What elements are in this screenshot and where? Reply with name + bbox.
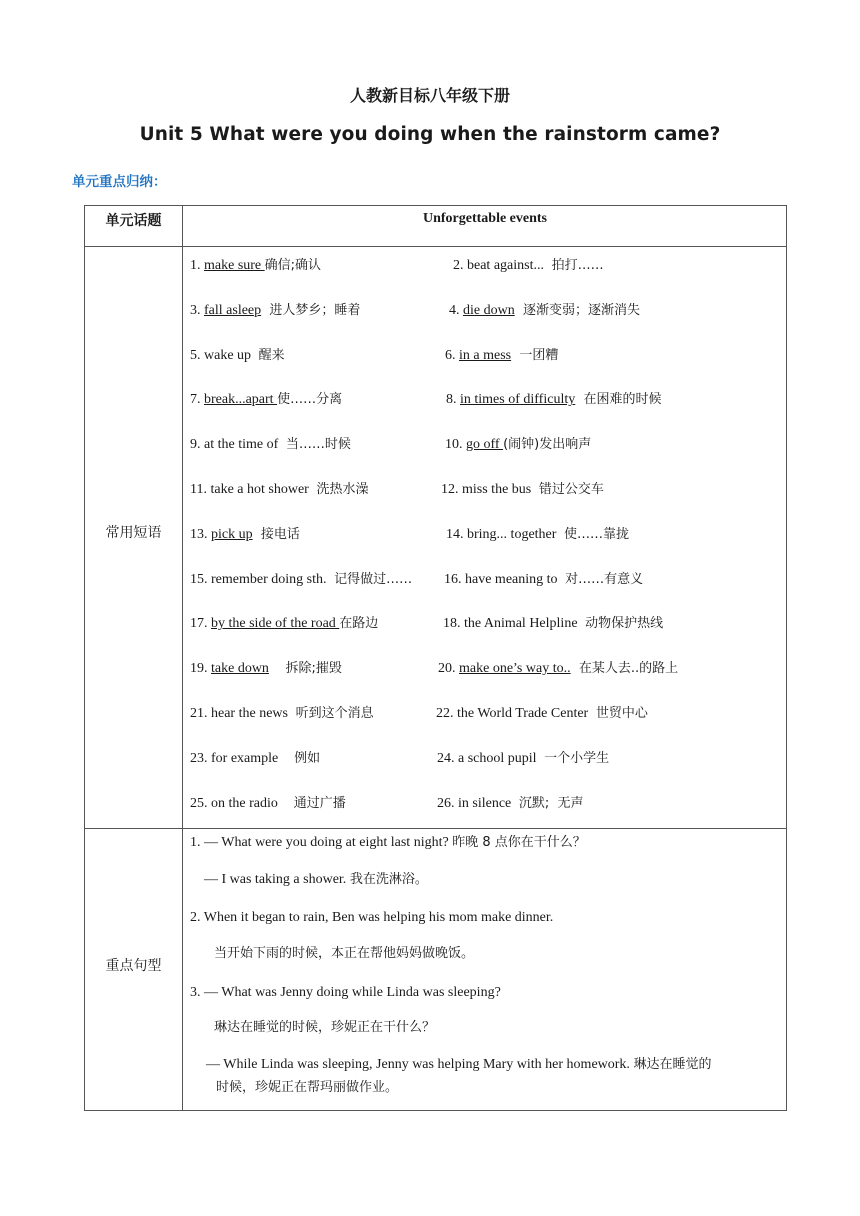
phrase-chinese: 使……分离 <box>277 392 343 408</box>
phrase-english: on the radio <box>211 795 282 811</box>
phrase-item <box>190 705 374 723</box>
phrase-number: 15. <box>190 571 211 587</box>
phrase-number: 26. <box>437 795 458 811</box>
phrase-chinese: 通过广播 <box>281 795 346 811</box>
phrase-chinese: 在路边 <box>339 616 379 632</box>
sentence-line <box>214 945 474 963</box>
phrase-number: 7. <box>190 392 204 408</box>
summary-table <box>84 205 787 1111</box>
phrase-english: bring... together <box>467 526 560 542</box>
phrase-english: make sure <box>204 258 265 273</box>
phrase-number: 9. <box>190 437 204 453</box>
header-topic: Unforgettable events <box>422 211 548 226</box>
phrase-item <box>190 347 285 365</box>
phrase-item <box>437 750 609 768</box>
phrase-english: break...apart <box>204 392 278 408</box>
phrase-number: 13. <box>190 526 211 542</box>
phrase-number: 18. <box>443 616 464 632</box>
phrases-label: 常用短语 <box>105 525 162 541</box>
phrase-item <box>449 302 640 320</box>
phrase-english: take down <box>211 661 269 677</box>
sentence-chinese: 琳达在睡觉的时候，珍妮正在干什么？ <box>214 1020 436 1035</box>
phrase-item <box>446 526 629 544</box>
table-row-divider <box>84 246 787 247</box>
phrase-english: pick up <box>211 526 253 542</box>
phrase-number: 4. <box>449 302 463 318</box>
document-title: 人教新目标八年级下册 <box>349 86 510 105</box>
phrase-chinese: 例如 <box>281 750 321 766</box>
phrase-chinese: 醒来 <box>254 347 285 363</box>
sentence-line <box>190 909 553 927</box>
phrase-chinese: 一个小学生 <box>540 750 610 766</box>
phrase-item <box>190 571 412 589</box>
table-row-divider <box>84 828 787 829</box>
phrase-item <box>190 750 320 768</box>
sentence-english: 3. — What was Jenny doing while Linda was sleeping? <box>190 985 501 1000</box>
phrase-english: in silence <box>458 795 515 811</box>
phrase-number: 2. <box>453 258 467 273</box>
sentence-chinese: 时候，珍妮正在帮玛丽做作业。 <box>216 1080 399 1095</box>
phrase-english: the World Trade Center <box>457 706 592 721</box>
phrase-number: 12. <box>441 482 462 497</box>
phrase-chinese: 接电话 <box>252 526 300 542</box>
phrase-chinese: 确信;确认 <box>264 258 322 273</box>
phrase-number: 11. <box>190 482 211 497</box>
phrase-number: 21. <box>190 706 211 721</box>
phrase-english: the Animal Helpline <box>464 616 582 632</box>
table-column-divider <box>182 205 183 1111</box>
phrase-item <box>445 347 558 365</box>
phrase-number: 8. <box>446 392 460 408</box>
phrase-english: miss the bus <box>462 482 535 497</box>
phrase-english: wake up <box>204 347 255 363</box>
phrase-chinese: 沉默; 无声 <box>514 795 584 811</box>
phrase-number: 10. <box>445 437 466 453</box>
sentence-chinese: 琳达在睡觉的 <box>633 1057 712 1072</box>
phrase-number: 16. <box>444 571 465 587</box>
phrase-english: beat against... <box>467 258 548 273</box>
sentence-line <box>206 1056 711 1074</box>
phrase-english: hear the news <box>211 706 292 721</box>
phrase-chinese: (闹钟)发出响声 <box>503 437 592 453</box>
phrase-number: 20. <box>438 661 459 677</box>
phrase-item <box>436 705 648 723</box>
sentence-chinese: 当开始下雨的时候，本正在帮他妈妈做晚饭。 <box>214 946 475 961</box>
phrase-chinese: 使……靠拢 <box>559 526 630 542</box>
phrase-chinese: 对……有意义 <box>561 571 644 587</box>
phrase-item <box>190 615 378 633</box>
phrase-number: 23. <box>190 750 211 766</box>
phrase-english: at the time of <box>204 437 282 453</box>
phrase-chinese: 在某人去..的路上 <box>570 661 679 677</box>
sentence-line <box>216 1079 398 1097</box>
sentence-line <box>204 871 428 889</box>
sentence-english: 1. — What were you doing at eight last night? <box>190 835 453 850</box>
sentence-line <box>214 1019 435 1037</box>
sentence-line <box>190 984 501 1002</box>
sentence-english: — While Linda was sleeping, Jenny was helping Mary with her homework. <box>206 1057 634 1072</box>
phrase-item <box>444 571 643 589</box>
phrase-chinese: 拍打…… <box>547 258 604 273</box>
header-label: 单元话题 <box>105 213 162 229</box>
sentence-chinese: 昨晚 8 点你在干什么？ <box>452 835 586 850</box>
phrase-number: 6. <box>445 347 459 363</box>
phrase-english: for example <box>211 750 282 766</box>
phrase-chinese: 洗热水澡 <box>312 482 369 497</box>
phrase-english: have meaning to <box>465 571 562 587</box>
phrase-chinese: 当……时候 <box>281 437 351 453</box>
phrase-chinese: 听到这个消息 <box>291 706 374 721</box>
phrase-number: 25. <box>190 795 211 811</box>
phrase-english: make one’s way to.. <box>459 661 571 677</box>
phrase-chinese: 记得做过…… <box>329 571 413 587</box>
phrase-item <box>445 436 591 454</box>
phrase-chinese: 在困难的时候 <box>575 392 662 408</box>
phrase-number: 5. <box>190 347 204 363</box>
phrase-chinese: 拆除;摧毁 <box>268 661 342 677</box>
phrase-english: remember doing sth. <box>211 571 330 587</box>
phrase-item <box>443 615 663 633</box>
phrase-chinese: 错过公交车 <box>534 482 604 497</box>
sentence-line <box>190 834 586 852</box>
phrase-number: 3. <box>190 302 204 318</box>
phrase-english: fall asleep <box>204 302 262 318</box>
phrase-chinese: 逐渐变弱；逐渐消失 <box>514 302 640 318</box>
phrase-english: die down <box>463 302 515 318</box>
phrase-number: 22. <box>436 706 457 721</box>
phrase-item <box>190 526 300 544</box>
phrase-chinese: 一团糟 <box>511 347 559 363</box>
phrase-item <box>441 481 604 499</box>
phrase-english: by the side of the road <box>211 616 340 632</box>
phrase-english: a school pupil <box>458 750 541 766</box>
sentence-chinese: 我在洗淋浴。 <box>349 872 428 887</box>
phrase-item <box>446 391 662 409</box>
phrase-english: in times of difficulty <box>460 392 576 408</box>
sentence-english: 2. When it began to rain, Ben was helping his mom make dinner. <box>190 910 554 925</box>
section-label: 单元重点归纳： <box>72 174 167 190</box>
phrase-item <box>190 436 351 454</box>
sentence-english: — I was taking a shower. <box>204 872 350 887</box>
phrase-chinese: 进人梦乡；睡着 <box>261 302 361 318</box>
unit-title: Unit 5 What were you doing when the rainstorm came? <box>139 124 721 145</box>
phrase-english: in a mess <box>459 347 512 363</box>
phrase-number: 19. <box>190 661 211 677</box>
phrase-chinese: 动物保护热线 <box>581 616 664 632</box>
phrase-item <box>190 481 368 499</box>
phrase-number: 17. <box>190 616 211 632</box>
sentences-label: 重点句型 <box>105 958 162 974</box>
phrase-number: 24. <box>437 750 458 766</box>
phrase-item <box>453 257 604 275</box>
phrase-english: take a hot shower <box>210 482 313 497</box>
phrase-item <box>190 257 321 275</box>
phrase-number: 14. <box>446 526 467 542</box>
phrase-item <box>437 795 584 813</box>
phrase-number: 1. <box>190 258 204 273</box>
phrase-item <box>190 795 346 813</box>
phrase-item <box>438 660 678 678</box>
phrase-chinese: 世贸中心 <box>591 706 648 721</box>
phrase-english: go off <box>466 437 504 453</box>
phrase-item <box>190 660 342 678</box>
phrase-item <box>190 302 360 320</box>
phrase-item <box>190 391 342 409</box>
